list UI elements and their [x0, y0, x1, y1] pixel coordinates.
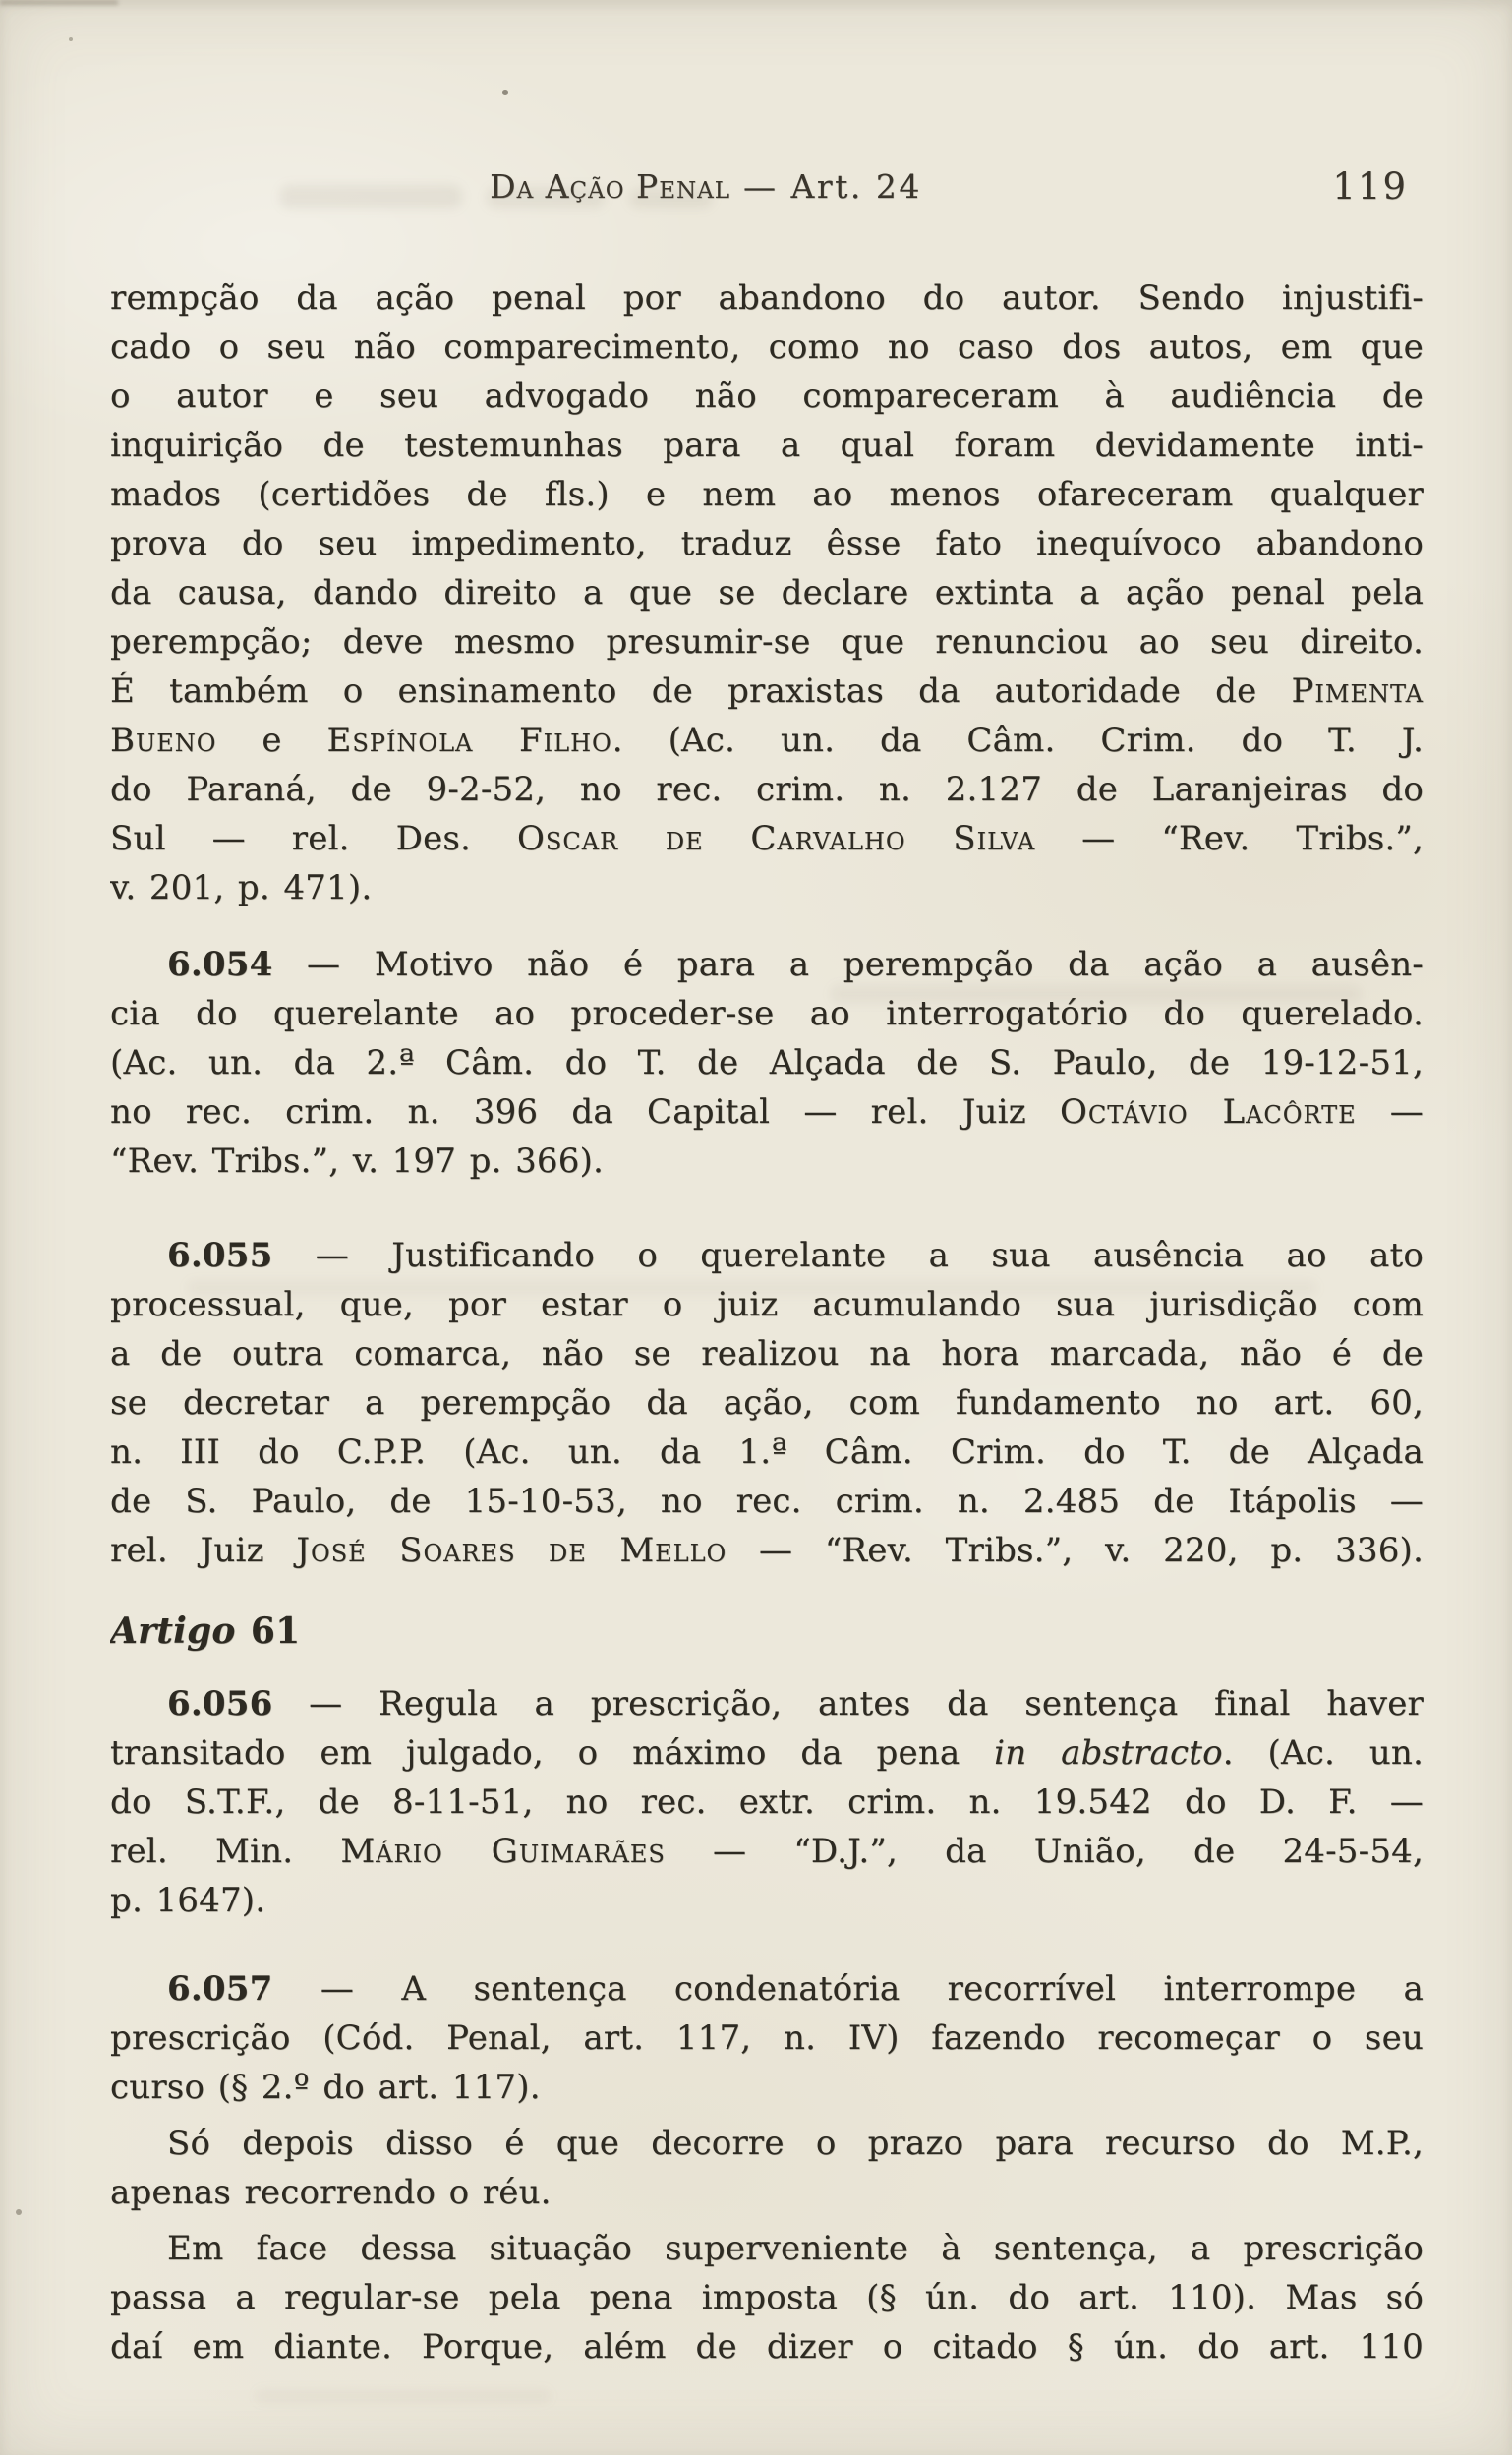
person-name: Pimenta — [1291, 672, 1424, 711]
text-segment: — Justificando o querelante a sua ausência ao ato — [272, 1236, 1424, 1275]
text-segment: in abstracto — [994, 1733, 1223, 1773]
text-line — [110, 1827, 1424, 1876]
text-segment: perempção; deve mesmo presumir-se que renunciou ao seu direito. — [110, 622, 1424, 662]
text-segment: cado o seu não comparecimento, como no caso dos autos, em que — [110, 327, 1424, 367]
text-line — [110, 519, 1424, 568]
paragraph-6057-sub-2 — [110, 2224, 1424, 2371]
text-segment: rel. Min. — [110, 1832, 341, 1871]
text-segment: de S. Paulo, de 15-10-53, no rec. crim. n. 2.485 de Itápolis — — [110, 1482, 1424, 1521]
text-line — [110, 940, 1424, 989]
text-segment: rempção da ação penal por abandono do autor. Sendo injustifi- — [110, 278, 1424, 318]
text-segment: n. III do C.P.P. (Ac. un. da 1.ª Câm. Crim. do T. de Alçada — [110, 1432, 1424, 1472]
text-line — [110, 1378, 1424, 1428]
paragraph-6057 — [110, 1964, 1424, 2112]
text-segment: 61 — [235, 1610, 301, 1652]
text-segment: daí em diante. Porque, além de dizer o citado § ún. do art. 110 — [110, 2327, 1424, 2367]
text-segment: do S.T.F., de 8-11-51, no rec. extr. crim. n. 19.542 do D. F. — — [110, 1783, 1424, 1822]
person-name: Octávio Lacôrte — [1059, 1092, 1357, 1132]
text-line — [110, 1679, 1424, 1728]
text-line — [110, 667, 1424, 716]
text-line — [110, 1526, 1424, 1575]
paragraph-6054 — [110, 940, 1424, 1186]
paragraph-6057-sub-1 — [110, 2119, 1424, 2217]
text-segment: mados (certidões de fls.) e nem ao menos ofareceram qualquer — [110, 475, 1424, 514]
text-line — [110, 1477, 1424, 1526]
text-line — [110, 1778, 1424, 1827]
paragraph-6056 — [110, 1679, 1424, 1925]
text-segment: do Paraná, de 9-2-52, no rec. crim. n. 2.127 de Laranjeiras do — [110, 770, 1424, 809]
text-segment: v. 201, p. 471). — [110, 868, 373, 907]
person-name: Bueno — [110, 721, 217, 760]
text-segment: É também o ensinamento de praxistas da autoridade de — [110, 672, 1292, 711]
text-line — [110, 1280, 1424, 1329]
text-segment: prova do seu impedimento, traduz êsse fato inequívoco abandono — [110, 524, 1424, 563]
text-line — [110, 2168, 1424, 2217]
text-line — [110, 617, 1424, 667]
text-line — [110, 372, 1424, 421]
text-line — [110, 765, 1424, 814]
text-segment: o autor e seu advogado não compareceram à audiência de — [110, 377, 1424, 416]
text-line — [110, 989, 1424, 1038]
text-line — [110, 322, 1424, 372]
text-segment: 6.057 — [167, 1969, 273, 2009]
person-name: José Soares de Mello — [296, 1531, 727, 1570]
text-line — [110, 863, 1424, 912]
text-segment: Sul — rel. Des. — [110, 819, 518, 858]
ink-speck — [69, 37, 73, 41]
text-line — [110, 1964, 1424, 2014]
text-line — [110, 2322, 1424, 2371]
text-segment: apenas recorrendo o réu. — [110, 2173, 552, 2212]
text-segment: Só depois disso é que decorre o prazo para recurso do M.P., — [167, 2124, 1424, 2163]
text-line — [110, 716, 1424, 765]
text-line — [110, 1087, 1424, 1137]
text-segment: 6.056 — [167, 1684, 273, 1724]
text-line — [110, 1329, 1424, 1378]
text-line — [110, 470, 1424, 519]
text-segment: a de outra comarca, não se realizou na hora marcada, não é de — [110, 1334, 1424, 1374]
text-segment: 6.054 — [167, 945, 273, 984]
person-name: Mário Guimarães — [340, 1832, 666, 1871]
ink-speck — [502, 90, 508, 95]
text-segment: curso (§ 2.º do art. 117). — [110, 2068, 541, 2107]
text-line — [110, 2014, 1424, 2063]
text-segment: — Motivo não é para a perempção da ação a ausên- — [272, 945, 1424, 984]
text-segment: rel. Juiz — [110, 1531, 297, 1570]
text-line — [110, 1038, 1424, 1087]
show-through-smudge — [256, 2389, 551, 2403]
paragraph-6055 — [110, 1231, 1424, 1575]
text-segment: se decretar a perempção da ação, com fundamento no art. 60, — [110, 1383, 1424, 1423]
text-segment: Em face dessa situação superveniente à sentença, a prescrição — [167, 2229, 1424, 2268]
text-line — [110, 814, 1424, 863]
text-segment: — “Rev. Tribs.”, — [1035, 819, 1424, 858]
page-header — [110, 167, 1424, 218]
text-segment: inquirição de testemunhas para a qual foram devidamente inti- — [110, 426, 1424, 465]
text-segment: . (Ac. un. — [1222, 1733, 1424, 1773]
text-segment: e — [216, 721, 327, 760]
text-segment: — “D.J.”, da União, de 24-5-54, — [665, 1832, 1424, 1871]
text-line — [110, 2063, 1424, 2112]
text-segment: no rec. crim. n. 396 da Capital — rel. Juiz — [110, 1092, 1060, 1132]
text-segment: 6.055 — [167, 1236, 273, 1275]
chapter-title-smallcaps: Da Ação Penal — [490, 167, 731, 205]
person-name: Oscar de Carvalho Silva — [517, 819, 1036, 858]
heading-artigo-61 — [110, 1607, 1424, 1656]
text-segment: — “Rev. Tribs.”, v. 220, p. 336). — [727, 1531, 1424, 1570]
text-line — [110, 2273, 1424, 2322]
text-segment: prescrição (Cód. Penal, art. 117, n. IV) fazendo recomeçar o seu — [110, 2018, 1424, 2058]
text-line — [110, 2119, 1424, 2168]
text-segment: transitado em julgado, o máximo da pena — [110, 1733, 995, 1773]
scan-edge-shadow — [0, 0, 118, 5]
text-line — [110, 568, 1424, 617]
text-segment: da causa, dando direito a que se declare extinta a ação penal pela — [110, 573, 1424, 613]
text-segment: . (Ac. un. da Câm. Crim. do T. J. — [611, 721, 1424, 760]
text-line — [110, 1137, 1424, 1186]
text-line — [110, 2224, 1424, 2273]
text-segment: Artigo — [110, 1610, 236, 1652]
chapter-title-article: — Art. 24 — [730, 167, 922, 205]
text-segment: — — [1356, 1092, 1424, 1132]
text-segment: “Rev. Tribs.”, v. 197 p. 366). — [110, 1141, 605, 1181]
text-segment: processual, que, por estar o juiz acumulando sua jurisdição com — [110, 1285, 1424, 1324]
text-line — [110, 1428, 1424, 1477]
chapter-title — [110, 167, 1424, 205]
text-block — [110, 273, 1424, 2371]
text-segment: — Regula a prescrição, antes da sentença final haver — [272, 1684, 1424, 1724]
text-segment: p. 1647). — [110, 1881, 266, 1920]
text-line — [110, 1876, 1424, 1925]
text-line — [110, 421, 1424, 470]
text-segment: cia do querelante ao proceder-se ao interrogatório do querelado. — [110, 994, 1424, 1033]
text-segment: — A sentença condenatória recorrível interrompe a — [272, 1969, 1424, 2009]
page-number: 119 — [1332, 165, 1408, 207]
paragraph-6053-continuation — [110, 273, 1424, 912]
text-line — [110, 273, 1424, 322]
person-name: Espínola Filho — [326, 721, 612, 760]
text-segment: passa a regular-se pela pena imposta (§ ún. do art. 110). Mas só — [110, 2278, 1424, 2317]
text-line — [110, 1231, 1424, 1280]
text-line — [110, 1607, 1424, 1656]
text-line — [110, 1728, 1424, 1778]
ink-speck — [16, 2209, 22, 2215]
text-segment: (Ac. un. da 2.ª Câm. do T. de Alçada de S. Paulo, de 19-12-51, — [110, 1043, 1424, 1082]
